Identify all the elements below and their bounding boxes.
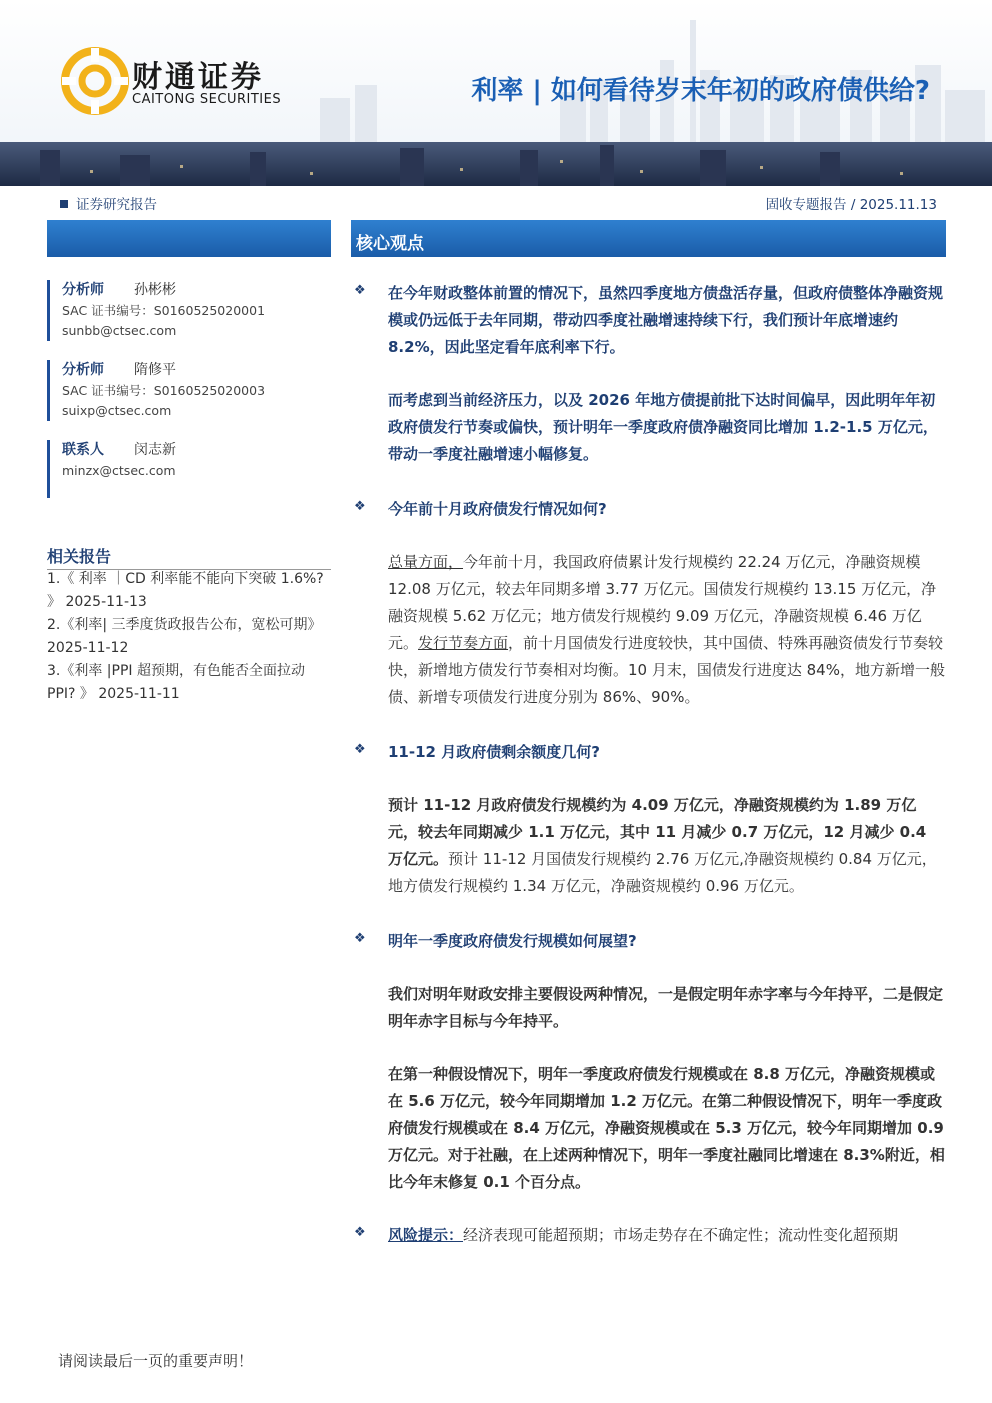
issuance-text: 今年前十月，我国政府债累计发行规模约 22.24 万亿元，净融资规模 12.08 万亿元，较去年同期多增 3.77 万亿元。国债发行规模约 13.15 万亿元，净融资规模 5.62 万亿元；地方债发行规模约 9.09 万亿元，净融资规模 6.46 万亿元。 bbox=[388, 553, 937, 652]
pace-text: ，前十月国债发行进度较快，其中国债、特殊再融资债发行节奏较快，新增地方债发行节奏相对均衡。10 月末，国债发行进度达 84%，地方新增一般债、新增专项债发行进度分别为 86%、90%。 bbox=[388, 634, 945, 706]
related-report-item[interactable]: 2.《利率| 三季度货政报告公布，宽松可期》 2025-11-12 bbox=[47, 617, 322, 656]
report-title: 利率 | 如何看待岁末年初的政府债供给? bbox=[471, 76, 930, 106]
diamond-bullet-icon: ❖ bbox=[354, 931, 366, 946]
related-report-item[interactable]: 3.《利率 |PPI 超预期，有色能否全面拉动 PPI? 》 2025-11-11 bbox=[47, 663, 305, 702]
bullet-risk bbox=[352, 1222, 946, 1249]
core-content bbox=[352, 280, 946, 1249]
logo-english-name: CAITONG SECURITIES bbox=[132, 92, 282, 107]
section-heading: 今年前十月政府债发行情况如何? bbox=[388, 500, 607, 518]
section-heading: 11-12 月政府债剩余额度几何? bbox=[388, 743, 600, 761]
underlined-label: 发行节奏方面 bbox=[418, 634, 509, 652]
contact-role: 联系人 bbox=[62, 442, 104, 458]
company-logo bbox=[60, 46, 130, 116]
bullet-summary bbox=[352, 280, 946, 361]
core-header-bar bbox=[351, 220, 946, 257]
risk-label: 风险提示： bbox=[388, 1226, 464, 1244]
analyst-cert: SAC 证书编号：S0160525020001 bbox=[62, 303, 266, 318]
diamond-bullet-icon: ❖ bbox=[354, 742, 366, 757]
related-report-item[interactable]: 1.《 利率 ｜CD 利率能不能向下突破 1.6%? 》 2025-11-13 bbox=[47, 571, 324, 610]
scenario-paragraph: 在第一种假设情况下，明年一季度政府债发行规模或在 8.8 万亿元，净融资规模或在 5.6 万亿元，较今年同期增加 1.2 万亿元。在第二种假设情况下，明年一季度政府债发行规模或在 8.4 万亿元，净融资规模或在 5.3 万亿元，较今年同期增加 0.9 万亿元。对于社融，在上述两种情况下，明年一季度社融同比增速在 8.3%附近，相比今年末修复 0.1 个百分点。 bbox=[388, 1065, 945, 1191]
analyst-card bbox=[47, 280, 265, 341]
footer-disclaimer: 请阅读最后一页的重要声明！ bbox=[58, 1352, 254, 1370]
underlined-label: 总量方面， bbox=[388, 553, 464, 571]
square-bullet-icon bbox=[60, 200, 68, 208]
diamond-bullet-icon: ❖ bbox=[354, 499, 366, 514]
contact-name: 闵志新 bbox=[134, 442, 176, 458]
issuance-paragraph bbox=[388, 549, 946, 711]
core-title: 核心观点 bbox=[356, 234, 424, 254]
analyst-name: 隋修平 bbox=[134, 362, 176, 378]
detail-estimate: 预计 11-12 月国债发行规模约 2.76 万亿元,净融资规模约 0.84 万亿元，地方债发行规模约 1.34 万亿元，净融资规模约 0.96 万亿元。 bbox=[388, 850, 937, 895]
contact-email[interactable]: minzx@ctsec.com bbox=[62, 463, 176, 478]
bold-estimate: 预计 11-12 月政府债发行规模约为 4.09 万亿元，净融资规模约为 1.89 万亿元，较去年同期减少 1.1 万亿元，其中 11 月减少 0.7 万亿元，12 月减少 0.4 万亿元。 bbox=[388, 796, 927, 868]
bullet-section-heading bbox=[352, 496, 946, 523]
bullet-section-heading bbox=[352, 739, 946, 766]
assumption-paragraph: 我们对明年财政安排主要假设两种情况，一是假定明年赤字率与今年持平，二是假定明年赤字目标与今年持平。 bbox=[388, 985, 944, 1030]
diamond-bullet-icon: ❖ bbox=[354, 283, 366, 298]
analyst-cert: SAC 证书编号：S0160525020003 bbox=[62, 383, 266, 398]
related-reports-list bbox=[47, 568, 337, 706]
related-reports-heading: 相关报告 bbox=[47, 544, 331, 570]
category-date: 固收专题报告 / 2025.11.13 bbox=[765, 197, 937, 213]
contact-card bbox=[47, 440, 176, 498]
section-heading: 明年一季度政府债发行规模如何展望? bbox=[388, 932, 637, 950]
diamond-bullet-icon: ❖ bbox=[354, 1225, 366, 1240]
logo-emblem-icon bbox=[60, 46, 130, 116]
analyst-role: 分析师 bbox=[62, 282, 104, 298]
analyst-card bbox=[47, 360, 265, 421]
analyst-name: 孙彬彬 bbox=[134, 282, 176, 298]
analyst-email[interactable]: sunbb@ctsec.com bbox=[62, 323, 177, 338]
analyst-role: 分析师 bbox=[62, 362, 104, 378]
bullet-section-heading bbox=[352, 928, 946, 955]
report-type-label: 证券研究报告 bbox=[76, 197, 157, 213]
logo-chinese-name: 财通证券 bbox=[132, 60, 264, 95]
analyst-email[interactable]: suixp@ctsec.com bbox=[62, 403, 172, 418]
risk-text: 经济表现可能超预期；市场走势存在不确定性；流动性变化超预期 bbox=[463, 1226, 899, 1244]
outlook-paragraph: 而考虑到当前经济压力，以及 2026 年地方债提前批下达时间偏早，因此明年年初政府债发行节奏或偏快，预计明年一季度政府债净融资同比增加 1.2-1.5 万亿元，带动一季度社融增速小幅修复。 bbox=[388, 391, 938, 463]
sidebar-header-bar bbox=[47, 220, 331, 257]
summary-paragraph: 在今年财政整体前置的情况下，虽然四季度地方债盘活存量，但政府债整体净融资规模或仍远低于去年同期，带动四季度社融增速持续下行，我们预计年底增速约 8.2%，因此坚定看年底利率下行。 bbox=[388, 284, 944, 356]
remaining-quota-paragraph bbox=[388, 792, 946, 900]
report-type bbox=[60, 193, 157, 213]
risk-paragraph bbox=[388, 1222, 946, 1249]
